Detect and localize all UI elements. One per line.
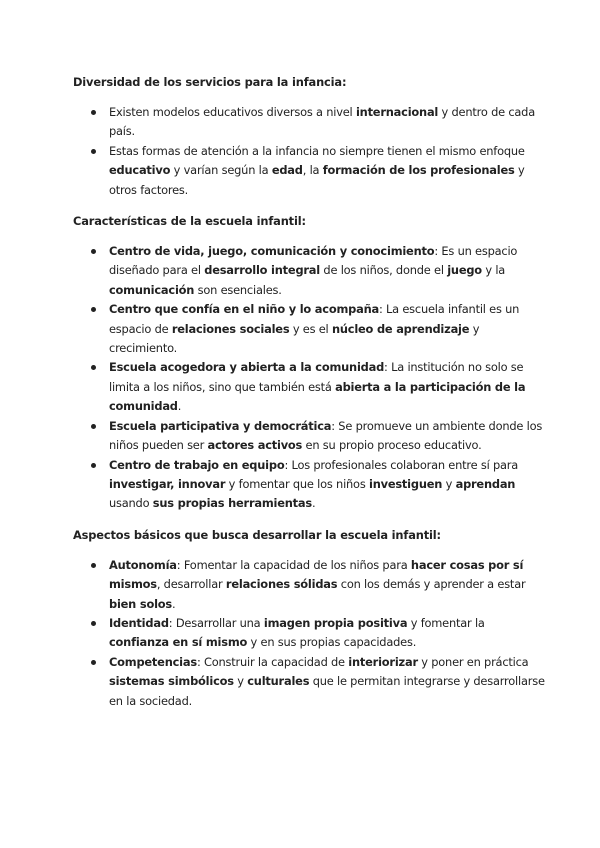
list-item bbox=[73, 556, 547, 614]
bold-text: relaciones sólidas bbox=[225, 577, 338, 592]
text-run: y fomentar la bbox=[407, 615, 485, 630]
bold-text: Centro de trabajo en equipo bbox=[109, 457, 285, 472]
text-run: y otros factores. bbox=[109, 163, 525, 197]
bold-text: investiguen bbox=[368, 476, 443, 491]
bold-text: bien solos bbox=[109, 596, 172, 611]
list-item bbox=[73, 358, 547, 416]
bold-text: sistemas simbólicos bbox=[109, 674, 234, 689]
bold-text: comunicación bbox=[109, 282, 195, 297]
bold-text: edad bbox=[271, 163, 303, 178]
bold-text: formación de los profesionales bbox=[322, 163, 515, 178]
text-run: usando bbox=[109, 496, 153, 511]
bold-text: hacer cosas por sí mismos bbox=[109, 557, 524, 592]
bold-text: abierta a la participación de la comunidad bbox=[109, 379, 526, 414]
text-run: . bbox=[311, 496, 316, 511]
text-run: . bbox=[171, 596, 176, 611]
bold-text: confianza en sí mismo bbox=[109, 635, 248, 650]
section-title-aspectos: Aspectos básicos que busca desarrollar la escuela infantil: bbox=[73, 527, 441, 542]
text-run: : Se promueve un ambiente donde los niños pueden ser bbox=[109, 418, 543, 453]
bold-text: internacional bbox=[355, 105, 439, 119]
text-run: : Fomentar la capacidad de los niños para bbox=[176, 557, 411, 572]
list-diversidad bbox=[73, 103, 600, 200]
bold-text: relaciones sociales bbox=[171, 321, 290, 336]
list-caracteristicas bbox=[73, 242, 600, 514]
section-title-diversidad: Diversidad de los servicios para la infancia: bbox=[73, 75, 347, 89]
text-run: Estas formas de atención a la infancia no siempre tienen el mismo enfoque bbox=[109, 143, 525, 158]
text-run: y varían según la bbox=[170, 163, 272, 178]
bold-text: Centro de vida, juego, comunicación y conocimiento bbox=[109, 244, 435, 259]
bold-text: educativo bbox=[109, 163, 171, 178]
text-run: que le permitan integrarse y desarrollarse en la sociedad. bbox=[109, 674, 545, 708]
bold-text: aprendan bbox=[455, 476, 516, 491]
text-run: y bbox=[442, 476, 456, 491]
text-run: : Es un espacio diseñado para el bbox=[109, 244, 518, 278]
bold-text: culturales bbox=[247, 674, 310, 689]
text-run: son esenciales. bbox=[194, 282, 282, 297]
bold-text: Escuela acogedora y abierta a la comunidad bbox=[109, 360, 385, 375]
text-run: Existen modelos educativos diversos a nivel bbox=[109, 105, 356, 119]
list-item bbox=[73, 417, 547, 456]
list-item bbox=[73, 456, 547, 514]
list-item bbox=[73, 103, 547, 142]
text-run: : Los profesionales colaboran entre sí para bbox=[284, 457, 519, 472]
list-item bbox=[73, 653, 547, 711]
text-run: con los demás y aprender a estar bbox=[337, 577, 526, 592]
text-run: : Desarrollar una bbox=[168, 615, 264, 630]
text-run: y crecimiento. bbox=[109, 321, 480, 356]
text-run: : Construir la capacidad de bbox=[196, 654, 349, 669]
list-item bbox=[73, 614, 547, 653]
bold-text: sus propias herramientas bbox=[152, 496, 312, 511]
text-run: . bbox=[177, 399, 182, 414]
bold-text: juego bbox=[447, 263, 482, 278]
text-run: y dentro de cada país. bbox=[109, 105, 535, 139]
text-run: y la bbox=[481, 263, 506, 278]
bold-text: núcleo de aprendizaje bbox=[331, 321, 470, 336]
bold-text: actores activos bbox=[207, 438, 303, 453]
bold-text: Autonomía bbox=[109, 557, 177, 572]
text-run: y es el bbox=[289, 321, 332, 336]
text-run: en su propio proceso educativo. bbox=[302, 438, 482, 453]
list-item bbox=[73, 142, 547, 200]
list-item bbox=[73, 242, 547, 300]
bold-text: Escuela participativa y democrática bbox=[109, 418, 332, 433]
list-aspectos bbox=[73, 556, 600, 711]
text-run: y poner en práctica bbox=[417, 654, 529, 669]
text-run: y fomentar que los niños bbox=[225, 476, 369, 491]
text-run: , la bbox=[302, 163, 323, 178]
section-title-caracteristicas: Características de la escuela infantil: bbox=[73, 214, 306, 229]
bold-text: Identidad bbox=[109, 615, 169, 630]
list-item bbox=[73, 300, 547, 358]
bold-text: investigar, innovar bbox=[109, 476, 226, 491]
bold-text: interiorizar bbox=[348, 654, 418, 669]
text-run: de los niños, donde el bbox=[320, 263, 448, 278]
text-run: y en sus propias capacidades. bbox=[247, 635, 417, 650]
text-run: , desarrollar bbox=[156, 577, 226, 592]
bold-text: imagen propia positiva bbox=[263, 615, 408, 630]
bold-text: Competencias bbox=[109, 654, 197, 669]
text-run: y bbox=[233, 674, 248, 689]
text-run: : La institución no solo se limita a los niños, sino que también está bbox=[109, 360, 524, 394]
bold-text: desarrollo integral bbox=[204, 263, 321, 278]
text-run: : La escuela infantil es un espacio de bbox=[109, 302, 520, 336]
bold-text: Centro que confía en el niño y lo acompaña bbox=[109, 302, 379, 317]
